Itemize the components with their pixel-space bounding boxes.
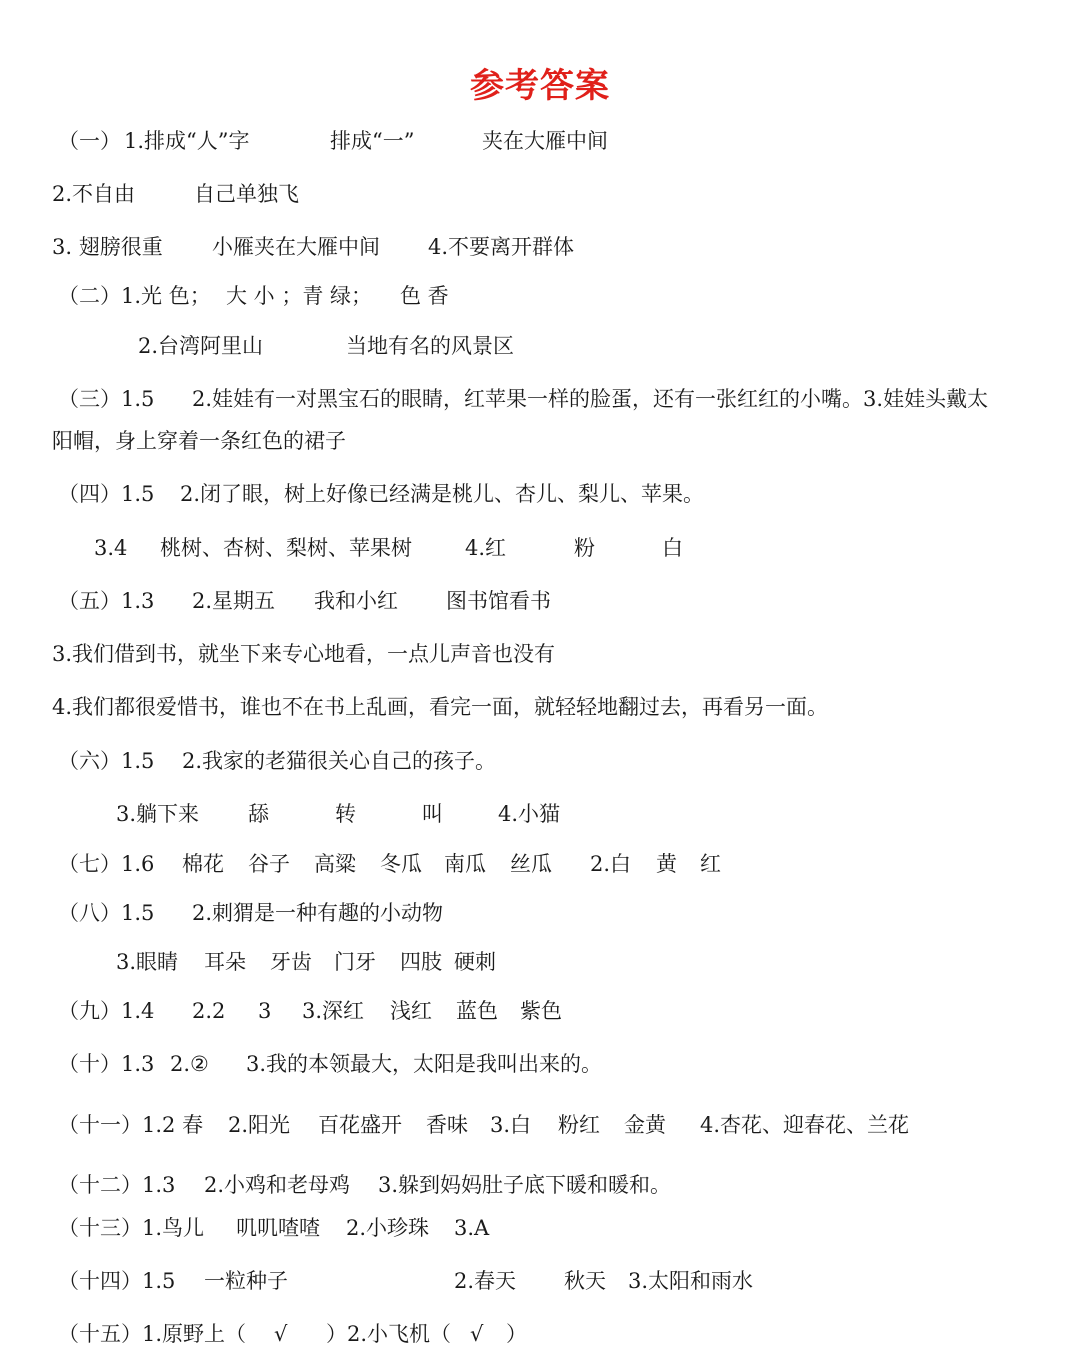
answer-item: ）2.小飞机（	[326, 1322, 452, 1346]
answer-item: 丝瓜	[510, 852, 552, 876]
answer-item: 桃树、杏树、梨树、苹果树	[160, 536, 412, 560]
answer-item: 黄	[656, 852, 677, 876]
answer-item: 2.不自由	[52, 182, 136, 206]
answer-item: 2.台湾阿里山	[138, 334, 264, 358]
answer-item: 我和小红	[314, 589, 398, 613]
answer-item: 排成“一”	[330, 129, 415, 153]
answer-item: 秋天	[564, 1269, 606, 1293]
answer-item: 冬瓜	[380, 852, 422, 876]
answer-item: 3. 翅膀很重	[52, 235, 163, 259]
answer-item: 蓝色	[456, 999, 498, 1023]
answer-item: ）	[506, 1322, 527, 1346]
answer-item: 一粒种子	[204, 1269, 288, 1293]
answer-item: 小雁夹在大雁中间	[212, 235, 380, 259]
answer-item: 3.我的本领最大，太阳是我叫出来的。	[246, 1052, 603, 1076]
answer-item: 3.4	[94, 536, 128, 560]
answer-item: 2.闭了眼，树上好像已经满是桃儿、杏儿、梨儿、苹果。	[180, 482, 705, 506]
answer-item: 金黄	[624, 1113, 666, 1137]
answer-item: 门牙	[334, 950, 376, 974]
answer-item: 谷子	[248, 852, 290, 876]
answer-item: （四）1.5	[58, 482, 155, 506]
answer-item: 南瓜	[444, 852, 486, 876]
answer-item: 2.②	[170, 1052, 209, 1076]
answer-item: 耳朵	[204, 950, 246, 974]
answer-item: 牙齿	[270, 950, 312, 974]
answer-item: 粉	[574, 536, 595, 560]
answer-item: 百花盛开	[318, 1113, 402, 1137]
answer-item: 色 香	[400, 284, 449, 308]
answer-item: 4.我们都很爱惜书，谁也不在书上乱画，看完一面，就轻轻地翻过去，再看另一面。	[52, 695, 829, 719]
answer-item: 2.小鸡和老母鸡	[204, 1173, 351, 1197]
answer-item: 自己单独飞	[194, 182, 299, 206]
answer-item: 2.星期五	[192, 589, 276, 613]
answer-item: 2.我家的老猫很关心自己的孩子。	[182, 749, 497, 773]
answer-item: 4.小猫	[498, 802, 561, 826]
answer-item: 香味	[426, 1113, 468, 1137]
answer-item: 大 小 ；青 绿；	[226, 284, 373, 308]
answer-item: 2.春天	[454, 1269, 517, 1293]
answer-item: 夹在大雁中间	[482, 129, 608, 153]
answer-item: 转	[335, 802, 356, 826]
answer-item: 白	[662, 536, 683, 560]
answer-item: 棉花	[182, 852, 224, 876]
answer-item: 3.A	[454, 1216, 490, 1240]
answer-item: （十）1.3	[58, 1052, 155, 1076]
answer-item: 2.娃娃有一对黑宝石的眼睛，红苹果一样的脸蛋，还有一张红红的小嘴。3.娃娃头戴太	[192, 387, 989, 411]
answer-item: （十四）1.5	[58, 1269, 176, 1293]
answer-item: 紫色	[520, 999, 562, 1023]
answer-item: 当地有名的风景区	[346, 334, 514, 358]
answer-item: 1.排成“人”字	[124, 129, 250, 153]
answer-item: 3.躲到妈妈肚子底下暖和暖和。	[378, 1173, 672, 1197]
answer-item: 4.杏花、迎春花、兰花	[700, 1113, 910, 1137]
answer-item: （六）1.5	[58, 749, 155, 773]
answer-item: （十一）1.2 春	[58, 1113, 204, 1137]
answer-item: 2.刺猬是一种有趣的小动物	[192, 901, 444, 925]
answer-item: （十二）1.3	[58, 1173, 176, 1197]
answer-item: （九）1.4	[58, 999, 155, 1023]
answer-item: 2.白	[590, 852, 632, 876]
check-mark: √	[274, 1322, 288, 1346]
answer-item: 高粱	[314, 852, 356, 876]
answer-item: （二）1.光 色；	[58, 284, 211, 308]
answer-item: 阳帽，身上穿着一条红色的裙子	[52, 429, 346, 453]
answer-item: （十三）1.鸟儿	[58, 1216, 205, 1240]
answer-item: 4.红	[465, 536, 507, 560]
answer-item: 3.白	[490, 1113, 532, 1137]
answer-item: 粉红	[558, 1113, 600, 1137]
answer-item: 叽叽喳喳	[236, 1216, 320, 1240]
check-mark: √	[470, 1322, 484, 1346]
answer-item: 图书馆看书	[446, 589, 551, 613]
answer-item: 2.阳光	[228, 1113, 291, 1137]
answer-item: 舔	[248, 802, 269, 826]
answer-item: （八）1.5	[58, 901, 155, 925]
answer-item: 3.眼睛	[116, 950, 179, 974]
answer-item: 浅红	[390, 999, 432, 1023]
answer-item: 2.2	[192, 999, 226, 1023]
answer-item: 3.躺下来	[116, 802, 200, 826]
answer-item: 4.不要离开群体	[428, 235, 575, 259]
answer-item: 叫	[422, 802, 443, 826]
answer-item: 硬刺	[454, 950, 496, 974]
section-label: （一）	[58, 129, 121, 153]
answer-item: 四肢	[400, 950, 442, 974]
answer-item: 红	[700, 852, 721, 876]
answer-item: （三）1.5	[58, 387, 155, 411]
answer-item: （五）1.3	[58, 589, 155, 613]
answer-item: 2.小珍珠	[346, 1216, 430, 1240]
answer-item: 3	[258, 999, 272, 1023]
answer-item: （十五）1.原野上（	[58, 1322, 247, 1346]
answer-item: 3.我们借到书，就坐下来专心地看，一点儿声音也没有	[52, 642, 556, 666]
answer-item: 3.太阳和雨水	[628, 1269, 754, 1293]
answer-item: 3.深红	[302, 999, 365, 1023]
page-title: 参考答案	[470, 66, 610, 106]
answer-item: （七）1.6	[58, 852, 155, 876]
